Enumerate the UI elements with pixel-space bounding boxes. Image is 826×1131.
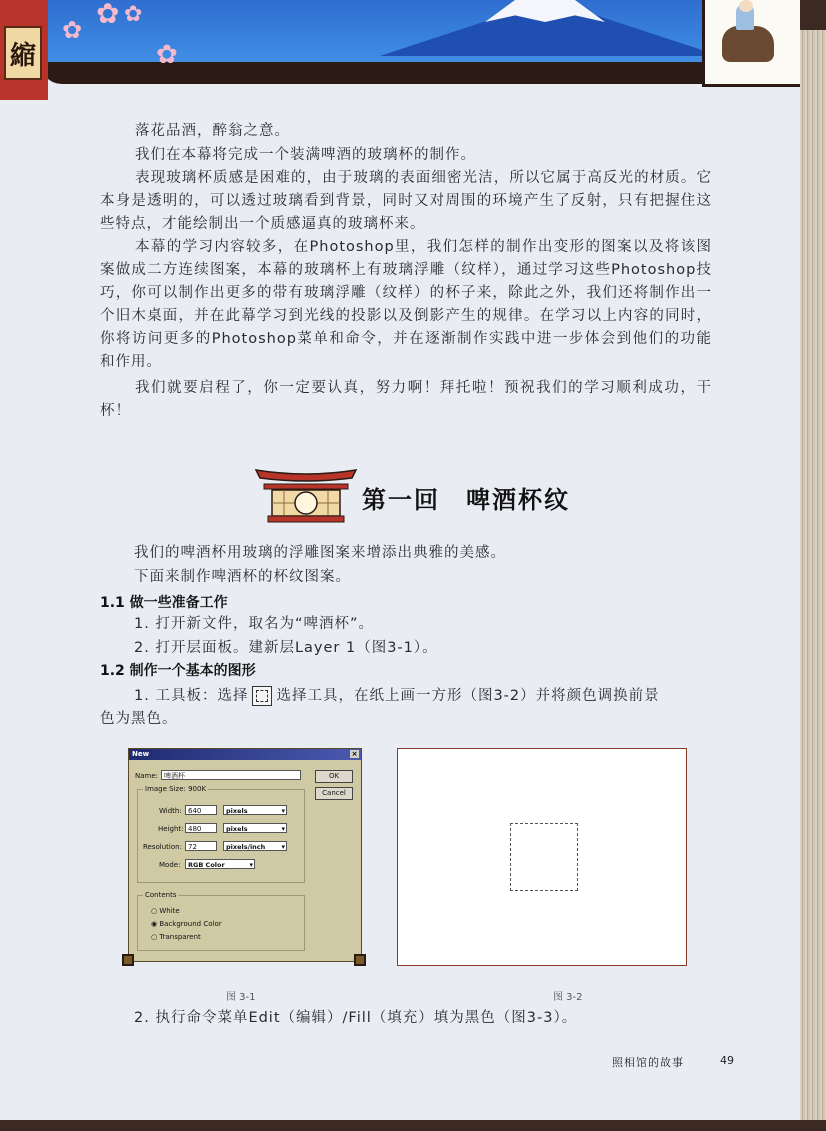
radio-label: Background Color (159, 920, 222, 928)
subsection-heading: 1.1 做一些准备工作 (100, 595, 228, 611)
close-icon[interactable]: × (351, 750, 358, 758)
torii-gate-icon (254, 464, 358, 524)
cancel-button[interactable]: Cancel (315, 787, 353, 800)
step-text: 1. 打开新文件，取名为“啤酒杯”。 (134, 616, 374, 632)
height-unit-select[interactable]: pixels ▾ (223, 823, 287, 833)
step-text-part: 选择工具，在纸上画一方形（图3-2）并将颜色调换前景 (276, 688, 660, 704)
radio-label: White (159, 907, 180, 915)
width-unit-select[interactable]: pixels ▾ (223, 805, 287, 815)
paragraph: 我们就要启程了，你一定要认真，努力啊！拜托啦！预祝我们的学习顺利成功，干杯！ (100, 380, 712, 419)
height-input[interactable]: 480 (185, 823, 217, 833)
ok-button[interactable]: OK (315, 770, 353, 783)
cherry-blossom-icon: ✿ (124, 2, 143, 27)
paragraph: 落花品酒，醉翁之意。 (135, 123, 290, 139)
square-selection (510, 823, 578, 891)
dialog-titlebar (129, 749, 361, 760)
radio-transparent[interactable]: ○ Transparent (151, 933, 201, 941)
step-text: 2. 执行命令菜单Edit（编辑）/Fill（填充）填为黑色（图3-3）。 (134, 1010, 578, 1026)
subsection-heading: 1.2 制作一个基本的图形 (100, 663, 256, 679)
radio-background-color[interactable]: ◉ Background Color (151, 920, 222, 928)
canvas-figure (397, 748, 687, 966)
image-size-label: Image Size: 900K (145, 785, 207, 793)
resolution-unit-select[interactable]: pixels/inch ▾ (223, 841, 287, 851)
page-number: 49 (720, 1054, 734, 1067)
banner-dark-stripe (40, 62, 800, 84)
running-footer: 照相馆的故事 (612, 1056, 684, 1069)
frame-corner-icon (122, 954, 134, 966)
shrine-plaque: 縮 (4, 26, 42, 80)
paragraph: 表现玻璃杯质感是困难的，由于玻璃的表面细密光洁，所以它属于高反光的材质。它本身是透明的，可以透过玻璃看到背景，同时又对周围的环境产生了反射，只有把握住这些特点，才能绘制出一个质感逼真的玻璃杯来。 (100, 170, 712, 232)
section-title: 第一回 啤酒杯纹 (362, 486, 570, 514)
cherry-blossom-icon: ✿ (156, 40, 178, 70)
book-page-edges (800, 30, 826, 1120)
section-intro: 我们的啤酒杯用玻璃的浮雕图案来增添出典雅的美感。 (134, 545, 506, 561)
height-label: Height: (158, 825, 184, 833)
width-input[interactable]: 640 (185, 805, 217, 815)
new-file-dialog (128, 748, 362, 962)
width-label: Width: (159, 807, 182, 815)
radio-label: Transparent (159, 933, 201, 941)
name-input[interactable]: 啤酒杯 (161, 770, 301, 780)
name-label: Name: (135, 772, 159, 780)
dialog-title: New (132, 750, 150, 758)
figure-caption: 图 3-1 (226, 992, 256, 1003)
step-text-part: 1. 工具板：选择 (134, 688, 249, 704)
frame-corner-icon (354, 954, 366, 966)
step-text: 2. 打开层面板。建新层Layer 1（图3-1）。 (134, 640, 438, 656)
shrine-decoration (0, 0, 48, 100)
marquee-tool-icon (252, 686, 272, 706)
radio-white[interactable]: ○ White (151, 907, 180, 915)
resolution-label: Resolution: (143, 843, 182, 851)
paragraph: 本幕的学习内容较多，在Photoshop里，我们怎样的制作出变形的图案以及将该图案做成二方连续图案，本幕的玻璃杯上有玻璃浮雕（纹样），通过学习这些Photoshop技巧，你可以制作出更多的带有玻璃浮雕（纹样）的杯子来，除此之外，我们还将制作出一个旧木桌面，并在此幕学习到光线的投影以及倒影产生的规律。在学习以上内容的同时，你将访问更多的Photoshop菜单和命令，并在逐渐制作实践中进一步体会到他们的功能和作用。 (100, 239, 712, 370)
horse-illustration (722, 26, 774, 62)
step-text: 色为黑色。 (100, 711, 178, 727)
contents-label: Contents (145, 891, 177, 899)
step-text (134, 684, 660, 706)
cherry-blossom-icon: ✿ (96, 0, 120, 30)
mode-select[interactable]: RGB Color ▾ (185, 859, 255, 869)
figure-caption: 图 3-2 (553, 992, 583, 1003)
resolution-input[interactable]: 72 (185, 841, 217, 851)
section-intro: 下面来制作啤酒杯的杯纹图案。 (134, 569, 351, 585)
cherry-blossom-icon: ✿ (62, 16, 83, 44)
mode-label: Mode: (159, 861, 181, 869)
rider-head (739, 0, 753, 12)
paragraph: 我们在本幕将完成一个装满啤酒的玻璃杯的制作。 (135, 147, 476, 163)
